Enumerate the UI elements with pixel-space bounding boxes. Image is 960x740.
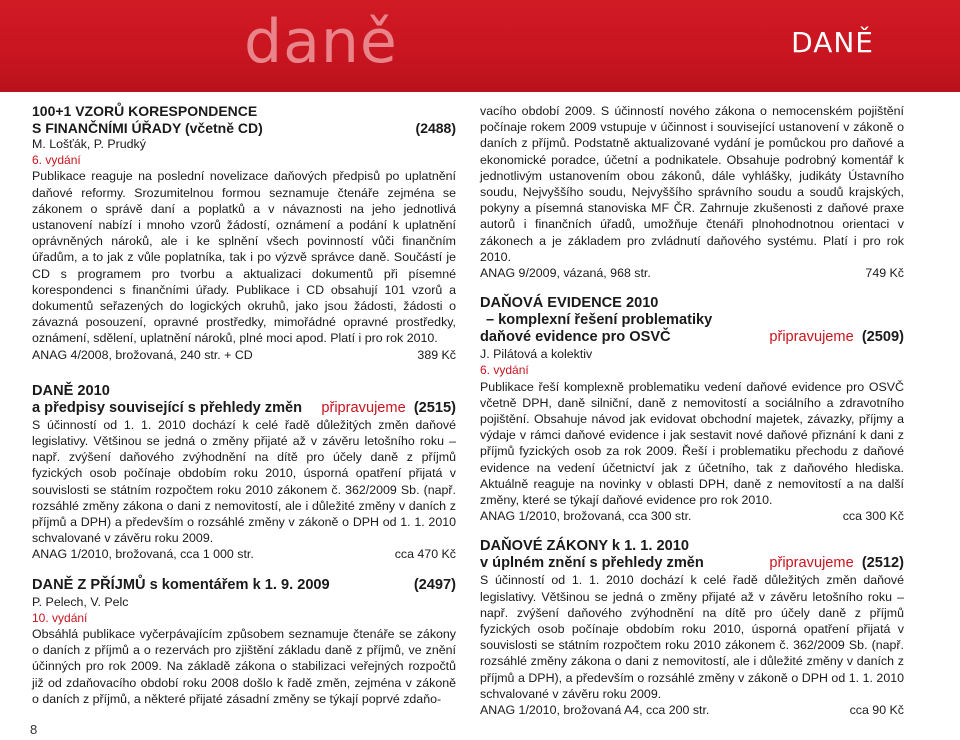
book-title: a předpisy související s přehledy změn (32, 399, 303, 416)
status-badge: připravujeme (321, 399, 406, 416)
book-title: DANĚ 2010 (32, 382, 110, 399)
book-description: S účinností od 1. 1. 2010 dochází k celé řadě důležitých změn daňové legislativy. Většinou se jedná o změny přijaté až v závěru letošního roku – např. zvýšení daňového zvýhodnění na dítě pro účely daně z příjmů fyzických osob počínaje obdobím roku 2010, úsporná opatření přijatá v souvislosti se státním rozpočtem roku 2010 zákonem č. 362/2009 Sb. (např. rozsáhlé změny zákona o dani z nemovitostí, ale i důležité změny v daních z příjmů a DPH), a především o rozsáhlé změny v zákoně o DPH od 1. 1. 2010 schvalované v závěru roku 2009. (480, 573, 904, 701)
book-code: (2509) (861, 329, 904, 346)
book-price: cca 470 Kč (394, 547, 456, 562)
book-code: (2515) (413, 399, 456, 416)
book-title: DAŇOVÁ EVIDENCE 2010 (480, 295, 659, 312)
book-entry-2515 (32, 383, 456, 563)
status-badge: připravujeme (769, 555, 854, 572)
header-title: daně (244, 7, 398, 77)
book-entry-2497 (32, 577, 456, 707)
book-description: vacího období 2009. S účinností nového zákona o nemocenském pojištění počínaje rokem 2009 vstupuje v účinnost i související ustanovení v zákoně o daních z příjmů. Podstatně aktualizované vydání je pomůckou pro daňové a ekonomické poradce, účetní a podnikatele. Obsahuje podrobný komentář k jednotlivým ustanovením obou zákonů, dále vyhlášky, judikáty Ústavního soudu, Nejvyššího soudu, Nejvyššího správního soudu a soudů krajských, pokyny a písemná stanoviska MF ČR. Zahrnuje zkušenosti z daňové praxe autorů i finančních úřadů, umožňuje čtenáři plnohodnotnou orientaci v zákonech a je základem pro zvládnutí daňového systému. Platí i pro rok 2010. (480, 104, 904, 264)
book-code: (2512) (861, 555, 904, 572)
book-price: 389 Kč (417, 347, 456, 362)
header-banner (0, 0, 960, 92)
book-authors: J. Pilátová a kolektiv (480, 347, 593, 362)
book-description: Obsáhlá publikace vyčerpávajícím způsobem seznamuje čtenáře se zákony o daních z příjmů a o rezervách pro zjištění základu daně z příjmů, ve znění účinných pro rok 2009. Na základě zákona o stabilizaci veřejných rozpočtů již od zdaňovacího období roku 2008 došlo k řadě změn, zejména v zákoně o daních z příjmů, a některé přijaté zásadní změny se týkají poprvé zdaňo- (32, 627, 456, 706)
book-authors: P. Pelech, V. Pelc (32, 594, 129, 609)
book-entry-2488 (32, 103, 456, 363)
book-info: ANAG 1/2010, brožovaná, cca 1 000 str. (32, 547, 254, 562)
book-title: – komplexní řešení problematiky (486, 312, 713, 329)
status-badge: připravujeme (769, 329, 854, 346)
book-title: DANĚ Z PŘÍJMŮ s komentářem k 1. 9. 2009 (32, 576, 330, 593)
book-title: daňové evidence pro OSVČ (480, 329, 671, 346)
book-price: cca 90 Kč (849, 703, 904, 718)
book-title: v úplném znění s přehledy změn (480, 555, 704, 572)
book-entry-2509 (480, 295, 904, 524)
book-info: ANAG 1/2010, brožovaná, cca 300 str. (480, 509, 692, 524)
book-authors: M. Lošťák, P. Prudký (32, 137, 146, 151)
book-price: 749 Kč (865, 266, 904, 281)
left-column (32, 103, 456, 717)
page-number: 8 (30, 722, 38, 737)
book-description: Publikace řeší komplexně problematiku vedení daňové evidence pro OSVČ včetně DPH, daně silniční, daně z nemovitostí a sociálního a zdravotního pojištění. Obsahuje návod jak evidovat obchodní majetek, závazky, příjmy a výdaje v rámci daňové evidence i jak sestavit nové daňové přiznání k dani z příjmů fyzických osob za rok 2009. Řeší i problematiku přechodu z daňové evidence na vedení účetnictví jak z účetního, tak z daňového hlediska. Aktuálně reaguje na novinky v oblasti DPH, daně z nemovitostí a na další změny, které se týkají daňové evidence pro rok 2010. (480, 379, 904, 508)
book-info: ANAG 4/2008, brožovaná, 240 str. + CD (32, 347, 253, 362)
book-description: S účinností od 1. 1. 2010 dochází k celé řadě důležitých změn daňové legislativy. Většinou se jedná o změny přijaté až v závěru letošního roku – např. zvýšení daňového zvýhodnění na dítě pro účely daně z příjmů fyzických osob počínaje obdobím roku 2010, úsporná opatření přijatá v souvislosti se státním rozpočtem roku 2010 zákonem č. 362/2009 Sb. (např. rozsáhlé změny zákona o dani z nemovitostí, ale i důležité změny v daních z příjmů a DPH) a především o rozsáhlé změny v zákoně o DPH od 1. 1. 2010 schvalované v závěru roku 2009. (32, 417, 456, 546)
book-title: 100+1 VZORŮ KORESPONDENCE (32, 103, 258, 119)
book-title: S FINANČNÍMI ÚŘADY (včetně CD) (32, 119, 263, 136)
book-info: ANAG 9/2009, vázaná, 968 str. (480, 266, 651, 281)
book-info: ANAG 1/2010, brožovaná A4, cca 200 str. (480, 703, 710, 718)
book-edition: 10. vydání (32, 610, 88, 625)
book-description: Publikace reaguje na poslední novelizace daňových předpisů po uplatnění daňové reformy. Srozumitelnou formou seznamuje čtenáře zejména se zákonem o správě daní a poplatků a v návaznosti na jeho jednotlivá ustanovení nabízí i mnoho vzorů žádostí, oznámení a podání k uplatnění oprávněných nároků, ale i ke splnění všech povinností vůči finančním úřadům, a to jak z vůle poplatníka, tak i po výzvě správce daně. Součástí je CD s programem pro tvorbu a aktualizaci dokumentů při písemné korespondenci s finančními úřady. Publikace i CD obsahují 101 vzorů a dokumentů seřazených do logických okruhů, jako jsou žádosti, žádosti o závazná posouzení, opravné prostředky, mimořádné opravné prostředky, oznámení, sdělení, uplatnění nároků, plné moci apod. Platí i pro rok 2010. (32, 169, 456, 346)
header-section-label: DANĚ (791, 26, 874, 59)
book-entry-2497-continued (480, 103, 904, 281)
book-price: cca 300 Kč (842, 509, 904, 524)
book-edition: 6. vydání (480, 363, 529, 378)
book-entry-2512 (480, 538, 904, 718)
book-title: DAŇOVÉ ZÁKONY k 1. 1. 2010 (480, 538, 689, 555)
right-column (480, 103, 904, 728)
book-code: (2488) (415, 119, 456, 136)
book-code: (2497) (413, 576, 456, 593)
book-edition: 6. vydání (32, 153, 81, 168)
